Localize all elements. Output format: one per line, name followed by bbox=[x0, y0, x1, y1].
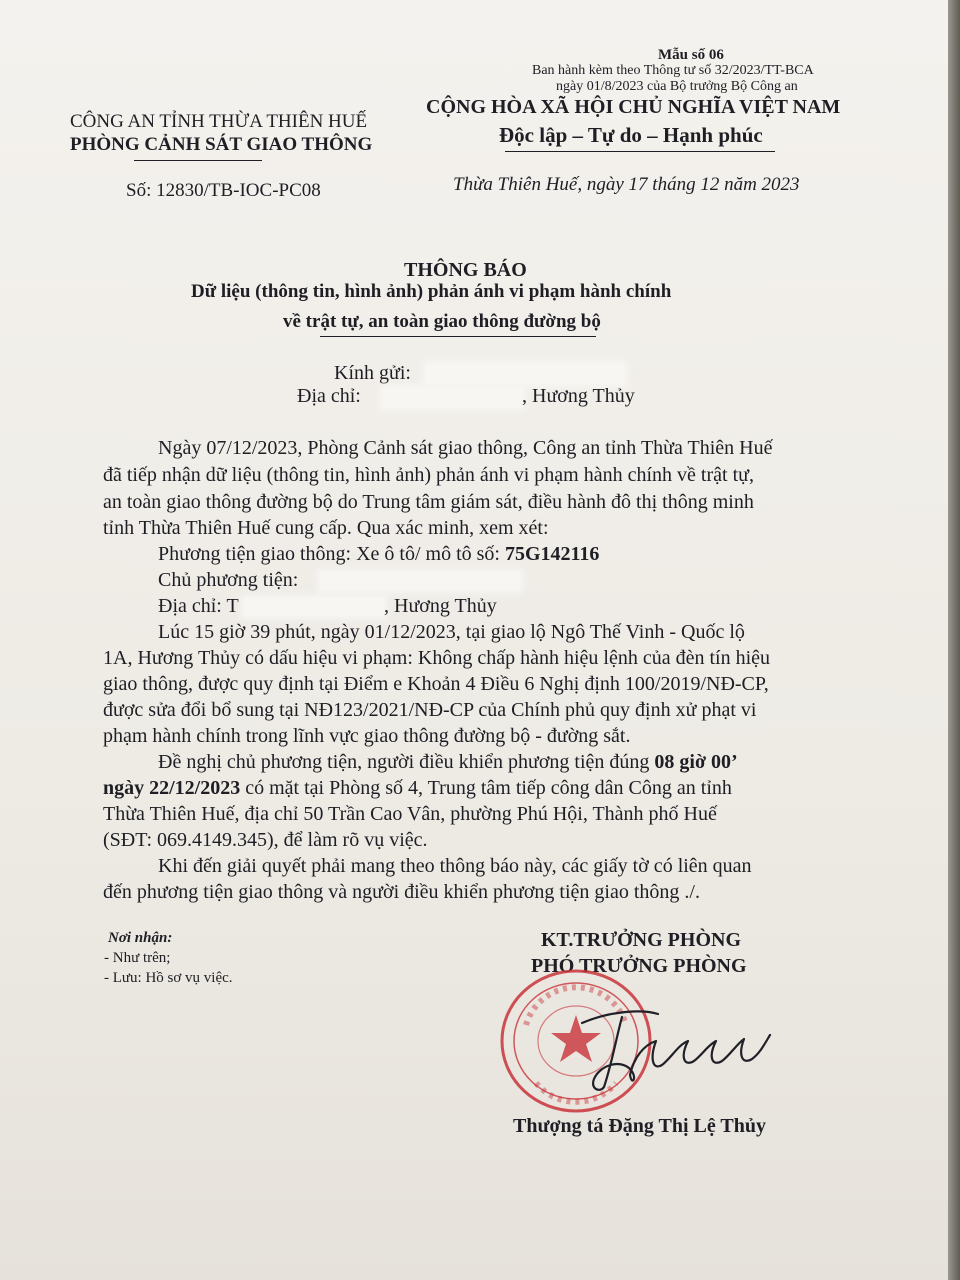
signer-title-1: KT.TRƯỞNG PHÒNG bbox=[541, 929, 741, 951]
body-line: tỉnh Thừa Thiên Huế cung cấp. Qua xác minh, xem xét: bbox=[103, 517, 549, 539]
owner-label: Chủ phương tiện: bbox=[158, 569, 299, 591]
body-line bbox=[158, 749, 738, 776]
body-line bbox=[103, 775, 732, 802]
title-underline bbox=[320, 336, 596, 337]
department-underline bbox=[134, 160, 262, 161]
body-line: phạm hành chính trong lĩnh vực giao thông đường bộ - đường sắt. bbox=[103, 725, 631, 747]
motto-underline bbox=[505, 151, 775, 152]
redacted-owner-address bbox=[244, 598, 384, 616]
vehicle-plate: 75G142116 bbox=[504, 543, 600, 565]
body-line: an toàn giao thông đường bộ do Trung tâm giám sát, điều hành đô thị thông minh bbox=[103, 491, 754, 513]
appointment-time: 08 giờ 00’ bbox=[654, 751, 738, 773]
body-line: giao thông, được quy định tại Điểm e Khoản 4 Điều 6 Nghị định 100/2019/NĐ-CP, bbox=[103, 673, 769, 695]
national-motto: Độc lập – Tự do – Hạnh phúc bbox=[499, 123, 763, 147]
recipients-title: Nơi nhận: bbox=[108, 930, 173, 946]
recipients-item: - Lưu: Hồ sơ vụ việc. bbox=[104, 970, 233, 986]
body-line: đến phương tiện giao thông và người điều khiển phương tiện giao thông ./. bbox=[103, 881, 700, 903]
document-title: THÔNG BÁO bbox=[404, 259, 527, 281]
document-subtitle-line-1: Dữ liệu (thông tin, hình ảnh) phản ánh vi phạm hành chính bbox=[191, 281, 672, 302]
signer-name: Thượng tá Đặng Thị Lệ Thủy bbox=[513, 1115, 766, 1137]
body-line: Thừa Thiên Huế, địa chỉ 50 Trần Cao Vân, phường Phú Hội, Thành phố Huế bbox=[103, 803, 717, 825]
body-line: được sửa đổi bổ sung tại NĐ123/2021/NĐ-CP của Chính phủ quy định xử phạt vi bbox=[103, 699, 757, 721]
owner-address-district: , Hương Thủy bbox=[384, 595, 497, 617]
redacted-recipient-name bbox=[426, 364, 624, 384]
body-line: Khi đến giải quyết phải mang theo thông báo này, các giấy tờ có liên quan bbox=[158, 855, 752, 877]
body-line: Ngày 07/12/2023, Phòng Cảnh sát giao thông, Công an tỉnh Thừa Thiên Huế bbox=[158, 437, 773, 459]
request-text: Đề nghị chủ phương tiện, người điều khiển phương tiện đúng bbox=[158, 751, 655, 773]
document-number: Số: 12830/TB-IOC-PC08 bbox=[126, 180, 321, 201]
body-line: đã tiếp nhận dữ liệu (thông tin, hình ảnh) phản ánh vi phạm hành chính về trật tự, bbox=[103, 464, 754, 486]
recipient-address-district: , Hương Thủy bbox=[522, 385, 635, 407]
recipient-address-label: Địa chỉ: bbox=[297, 385, 361, 407]
signature-icon bbox=[560, 1005, 780, 1095]
owner-address-label: Địa chỉ: T bbox=[158, 595, 239, 617]
form-issued-line-2: ngày 01/8/2023 của Bộ trưởng Bộ Công an bbox=[556, 79, 798, 94]
document-subtitle-line-2: về trật tự, an toàn giao thông đường bộ bbox=[283, 311, 601, 332]
place-and-date: Thừa Thiên Huế, ngày 17 tháng 12 năm 2023 bbox=[453, 174, 800, 195]
department-name: PHÒNG CẢNH SÁT GIAO THÔNG bbox=[70, 134, 373, 155]
appointment-date: ngày 22/12/2023 bbox=[103, 777, 241, 799]
appointment-place: có mặt tại Phòng số 4, Trung tâm tiếp công dân Công an tỉnh bbox=[240, 777, 732, 799]
signer-title-2: PHÓ TRƯỞNG PHÒNG bbox=[531, 955, 747, 977]
redacted-owner-name bbox=[320, 572, 520, 590]
form-issued-line-1: Ban hành kèm theo Thông tư số 32/2023/TT-BCA bbox=[532, 63, 814, 78]
country-name: CỘNG HÒA XÃ HỘI CHỦ NGHĨA VIỆT NAM bbox=[426, 96, 841, 118]
redacted-recipient-address bbox=[383, 388, 523, 408]
recipients-item: - Như trên; bbox=[104, 950, 171, 966]
body-line: Lúc 15 giờ 39 phút, ngày 01/12/2023, tại giao lộ Ngô Thế Vinh - Quốc lộ bbox=[158, 621, 745, 643]
form-number: Mẫu số 06 bbox=[658, 47, 724, 63]
body-line: (SĐT: 069.4149.345), để làm rõ vụ việc. bbox=[103, 829, 428, 851]
agency-name: CÔNG AN TỈNH THỪA THIÊN HUẾ bbox=[70, 111, 368, 132]
vehicle-label: Phương tiện giao thông: Xe ô tô/ mô tô số: bbox=[158, 543, 505, 565]
recipient-label: Kính gửi: bbox=[334, 362, 411, 384]
page-edge-shadow bbox=[948, 0, 960, 1280]
body-line: 1A, Hương Thủy có dấu hiệu vi phạm: Không chấp hành hiệu lệnh của đèn tín hiệu bbox=[103, 647, 771, 669]
vehicle-line bbox=[158, 541, 599, 568]
